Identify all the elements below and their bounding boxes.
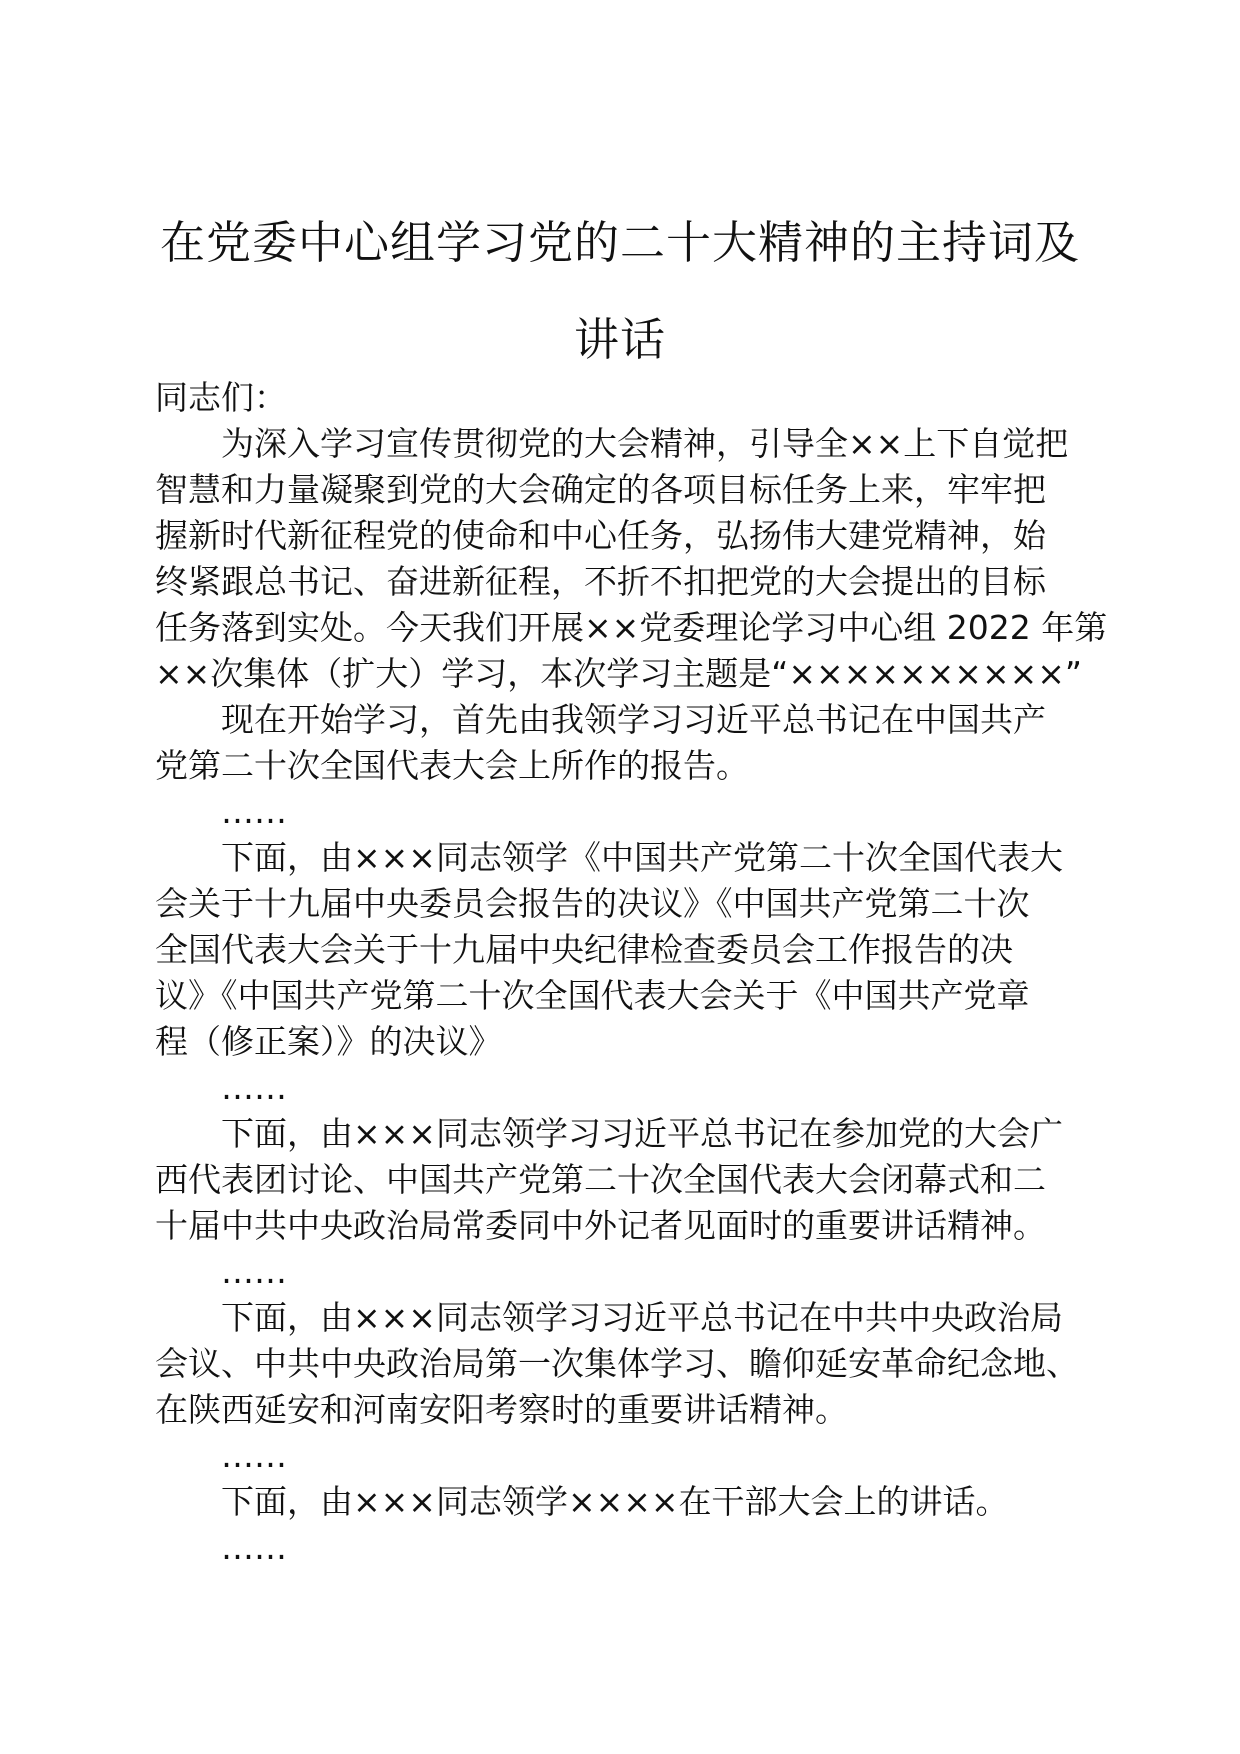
body-line: …… [221,792,287,831]
document-title-line-1: 在党委中心组学习党的二十大精神的主持词及 [159,216,1080,269]
body-line: 议》《中国共产党第二十次全国代表大会关于《中国共产党章 [155,976,1030,1015]
body-line: 终紧跟总书记、奋进新征程，不折不扣把党的大会提出的目标 [155,562,1046,601]
body-line: …… [221,1436,287,1475]
body-line: 在陕西延安和河南安阳考察时的重要讲话精神。 [155,1390,848,1429]
body-line: 智慧和力量凝聚到党的大会确定的各项目标任务上来，牢牢把 [155,470,1046,509]
document-title-line-2: 讲话 [573,313,666,366]
body-line: …… [221,1252,287,1291]
body-line: ××次集体（扩大）学习，本次学习主题是“××××××××××” [155,654,1082,693]
body-line: …… [221,1068,287,1107]
body-line: 下面，由×××同志领学习习近平总书记在中共中央政治局 [221,1298,1063,1337]
body-line: 全国代表大会关于十九届中央纪律检查委员会工作报告的决 [155,930,1013,969]
body-line: 党第二十次全国代表大会上所作的报告。 [155,746,749,785]
body-line: 任务落到实处。今天我们开展××党委理论学习中心组 2022 年第 [155,608,1108,647]
body-line: 现在开始学习，首先由我领学习习近平总书记在中国共产 [221,700,1046,739]
body-line: 下面，由×××同志领学××××在干部大会上的讲话。 [221,1482,1009,1521]
body-line: 会议、中共中央政治局第一次集体学习、瞻仰延安革命纪念地、 [155,1344,1079,1383]
body-line: 下面，由×××同志领学习习近平总书记在参加党的大会广 [221,1114,1063,1153]
body-line: 程（修正案）》的决议》 [155,1022,502,1061]
body-line: 下面，由×××同志领学《中国共产党第二十次全国代表大 [221,838,1063,877]
document-body [155,375,1108,1571]
body-line: 握新时代新征程党的使命和中心任务，弘扬伟大建党精神，始 [155,516,1046,555]
body-line: 会关于十九届中央委员会报告的决议》《中国共产党第二十次 [155,884,1030,923]
salutation: 同志们： [155,378,287,417]
body-line: …… [221,1528,287,1567]
body-line: 十届中共中央政治局常委同中外记者见面时的重要讲话精神。 [155,1206,1046,1245]
body-line: 为深入学习宣传贯彻党的大会精神，引导全××上下自觉把 [221,424,1069,463]
body-paragraphs [155,421,1108,1571]
body-line: 西代表团讨论、中国共产党第二十次全国代表大会闭幕式和二 [155,1160,1046,1199]
